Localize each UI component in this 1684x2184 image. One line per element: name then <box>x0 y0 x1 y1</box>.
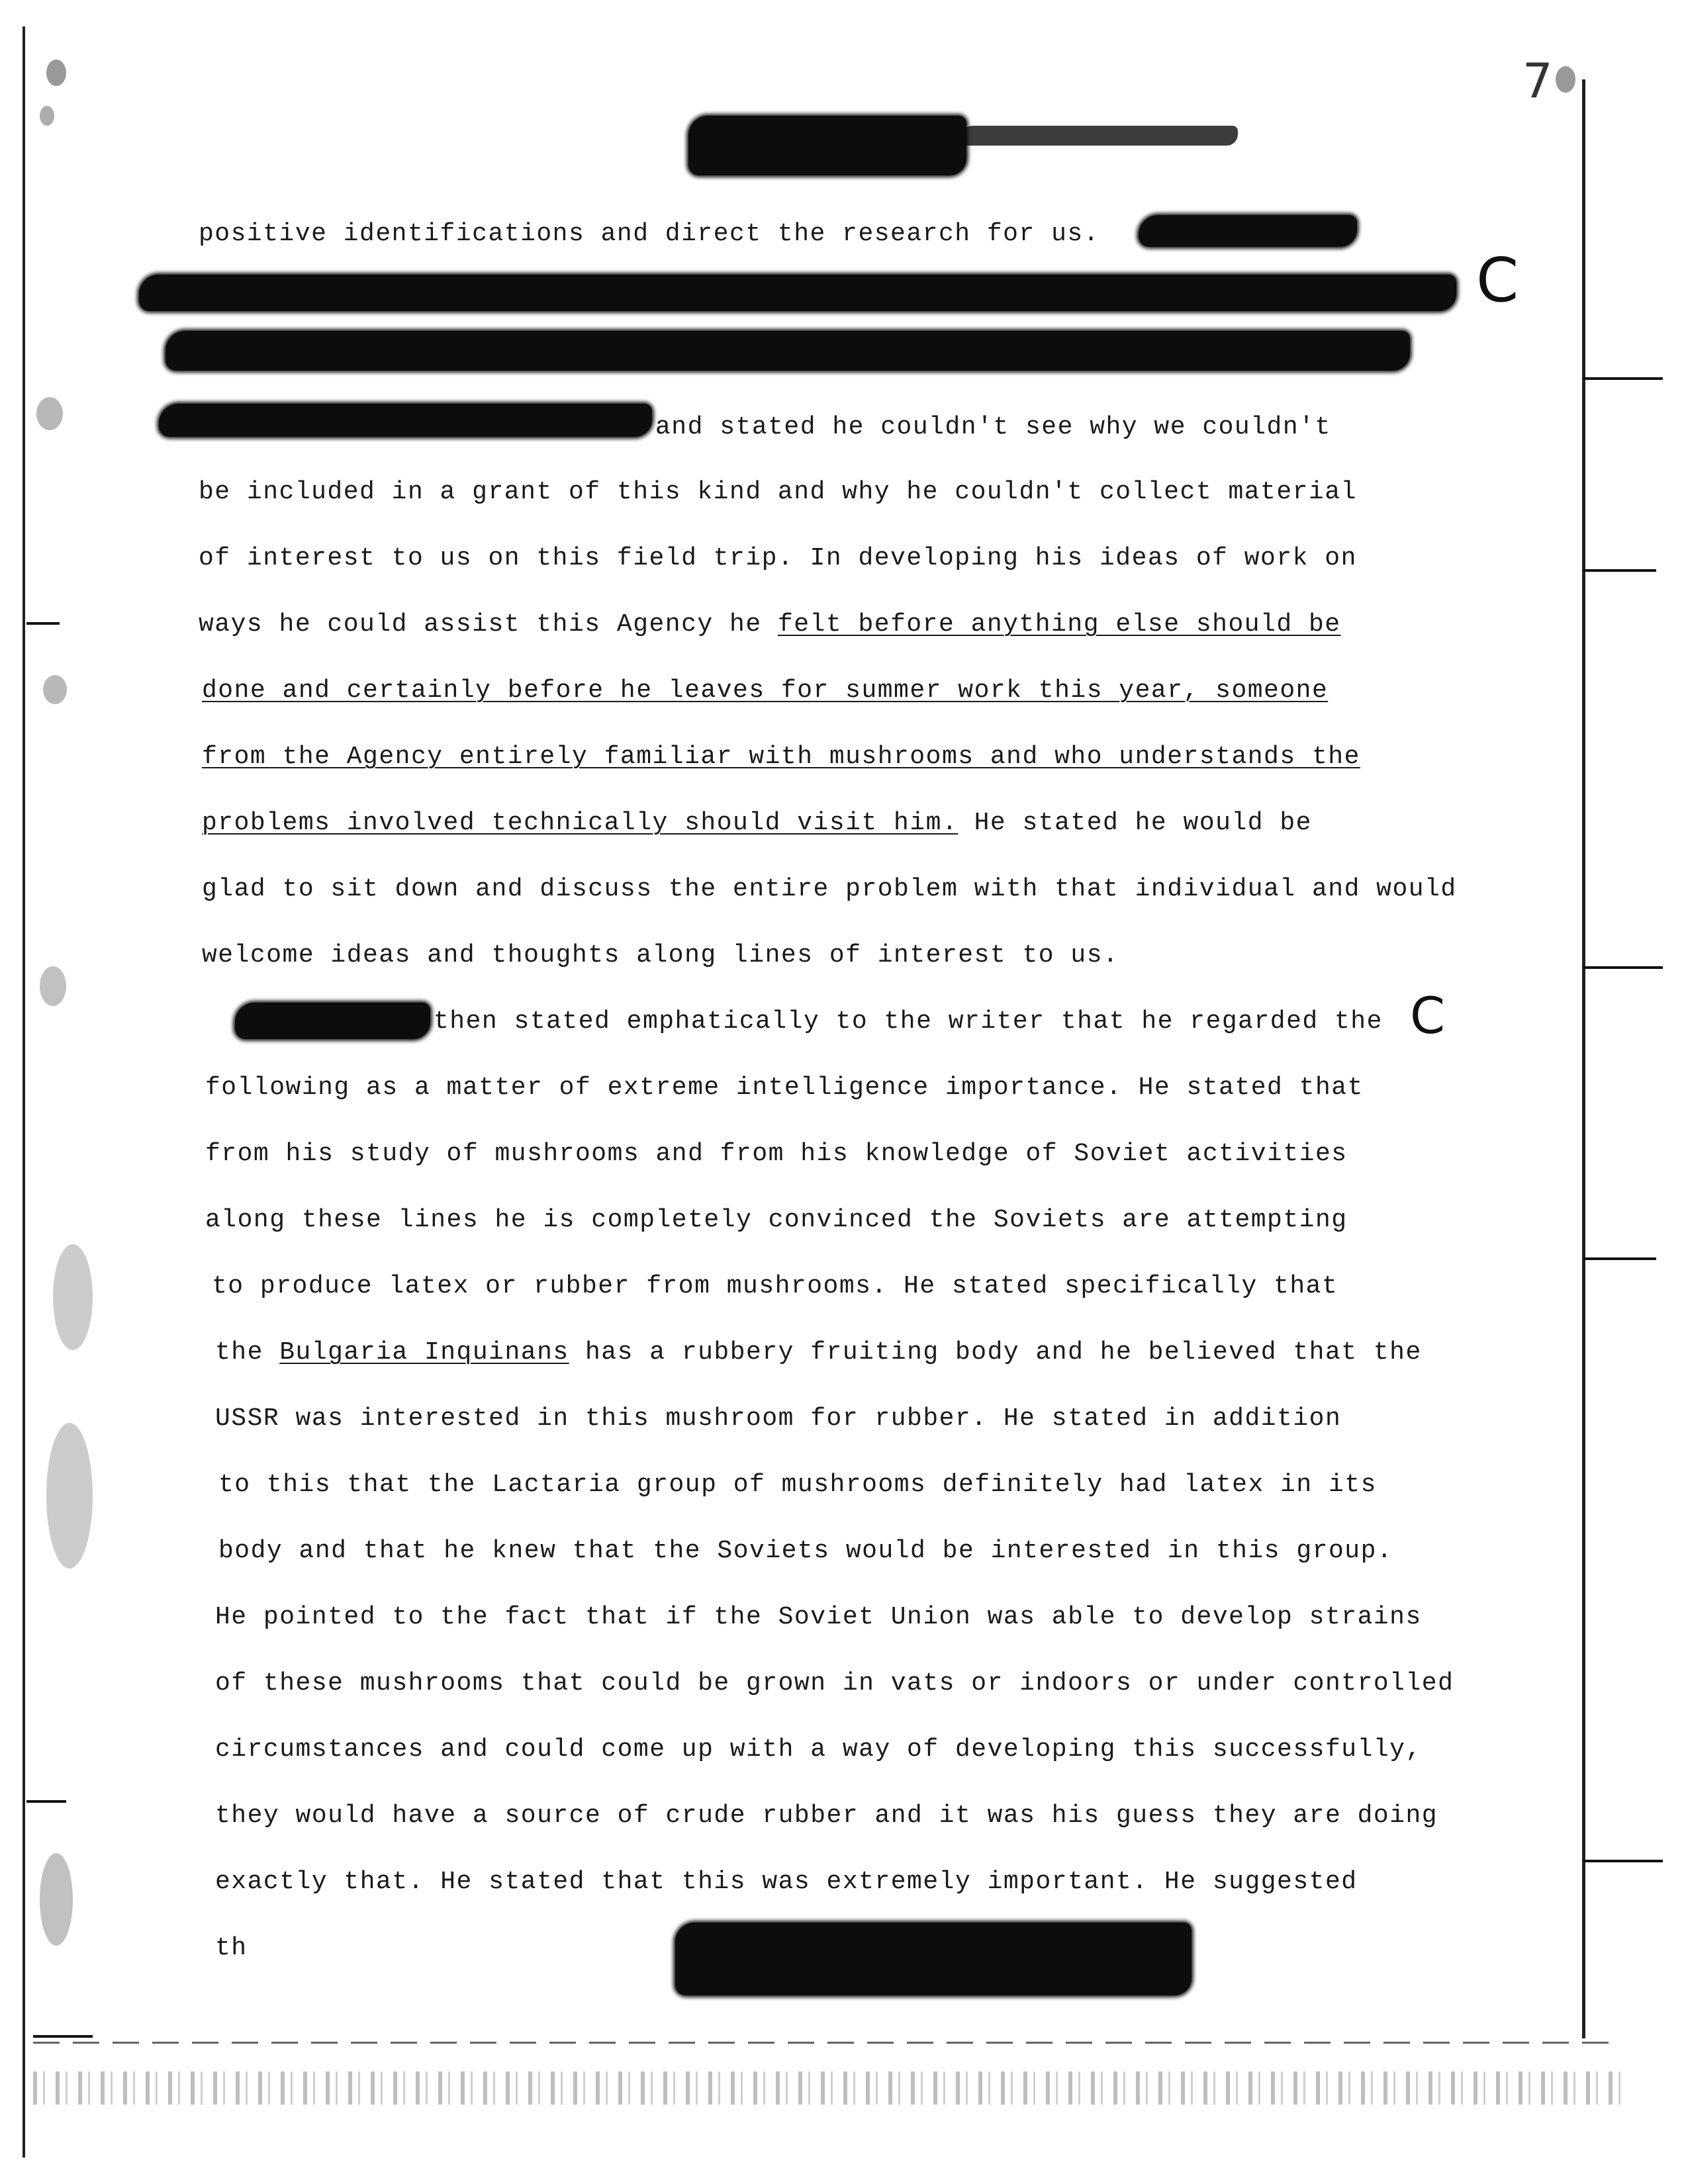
speckle <box>46 60 66 86</box>
speckle <box>40 106 54 126</box>
text-line-9: glad to sit down and discuss the entire problem with that individual and would <box>202 875 1457 903</box>
text-line-22: circumstances and could come up with a way of developing this successfully, <box>215 1735 1422 1764</box>
redaction-block <box>1139 215 1357 247</box>
text-line-21: of these mushrooms that could be grown in vats or indoors or under controlled <box>215 1669 1454 1698</box>
margin-tick <box>33 2035 93 2038</box>
text-line-11: then stated emphatically to the writer that he regarded the <box>434 1007 1383 1036</box>
margin-tick <box>1583 377 1663 380</box>
classification-marking-top-extension <box>960 126 1238 146</box>
speckle <box>40 1853 73 1946</box>
margin-tick <box>26 1800 66 1803</box>
page-number: 7 <box>1522 53 1553 109</box>
margin-mark-c: C <box>1476 245 1519 316</box>
speckle <box>36 397 63 430</box>
text-segment: has a rubbery fruiting body and he believed that the <box>569 1338 1422 1367</box>
classification-marking-bottom <box>675 1923 1192 1995</box>
speckle <box>40 966 66 1006</box>
speckle <box>43 675 67 704</box>
text-line-3: be included in a grant of this kind and why he couldn't collect material <box>199 478 1357 506</box>
text-line-17: USSR was interested in this mushroom for rubber. He stated in addition <box>215 1404 1342 1433</box>
scan-edge-right <box>1582 79 1585 2038</box>
text-line-10: welcome ideas and thoughts along lines of interest to us. <box>202 941 1119 970</box>
text-line-18: to this that the Lactaria group of mushrooms definitely had latex in its <box>218 1471 1377 1499</box>
scan-bottom-noise <box>33 2071 1622 2105</box>
redaction-block <box>159 404 652 437</box>
text-line-4: of interest to us on this field trip. In developing his ideas of work on <box>199 544 1357 572</box>
scan-edge-left <box>23 26 25 2158</box>
text-line-19: body and that he knew that the Soviets would be interested in this group. <box>218 1537 1393 1565</box>
text-line-13: from his study of mushrooms and from his knowledge of Soviet activities <box>205 1140 1348 1168</box>
text-segment-underlined: felt before anything else should be <box>777 610 1341 639</box>
text-line-20: He pointed to the fact that if the Soviet Union was able to develop strains <box>215 1603 1422 1631</box>
redaction-block <box>235 1003 430 1039</box>
speckle <box>1556 66 1575 93</box>
redaction-block <box>139 275 1456 311</box>
text-line-15: to produce latex or rubber from mushrooms. He stated specifically that <box>212 1272 1338 1300</box>
redaction-block <box>165 331 1410 371</box>
text-segment-underlined: problems involved technically should visit him. <box>202 809 959 837</box>
scan-bottom-rule <box>33 2042 1609 2044</box>
speckle <box>53 1244 93 1350</box>
text-line-6: done and certainly before he leaves for summer work this year, someone <box>202 676 1329 705</box>
text-line-8 <box>202 807 1312 839</box>
margin-tick <box>1583 1257 1656 1260</box>
text-segment: He stated he would be <box>958 809 1312 837</box>
margin-tick <box>26 622 60 625</box>
text-segment: the <box>215 1338 280 1367</box>
margin-tick <box>1583 1860 1663 1862</box>
speckle <box>46 1423 93 1569</box>
text-line-7: from the Agency entirely familiar with mushrooms and who understands the <box>202 743 1360 771</box>
text-line-23: they would have a source of crude rubber and it was his guess they are doing <box>215 1801 1438 1830</box>
text-line-12: following as a matter of extreme intelligence importance. He stated that <box>205 1073 1364 1102</box>
margin-tick <box>1583 569 1656 572</box>
text-line-2: and stated he couldn't see why we couldn't <box>655 413 1331 441</box>
classification-marking-top <box>688 116 966 175</box>
margin-mark-c: C <box>1410 986 1446 1045</box>
text-line-25: th <box>215 1934 248 1962</box>
margin-tick <box>1583 966 1663 969</box>
text-line-16 <box>215 1337 1422 1369</box>
text-segment: ways he could assist this Agency he <box>199 610 778 639</box>
text-line-14: along these lines he is completely convinced the Soviets are attempting <box>205 1206 1348 1234</box>
text-line-1: positive identifications and direct the research for us. <box>199 220 1100 248</box>
species-name: Bulgaria Inquinans <box>279 1338 569 1367</box>
text-line-24: exactly that. He stated that this was extremely important. He suggested <box>215 1868 1358 1896</box>
text-line-5 <box>199 609 1341 641</box>
